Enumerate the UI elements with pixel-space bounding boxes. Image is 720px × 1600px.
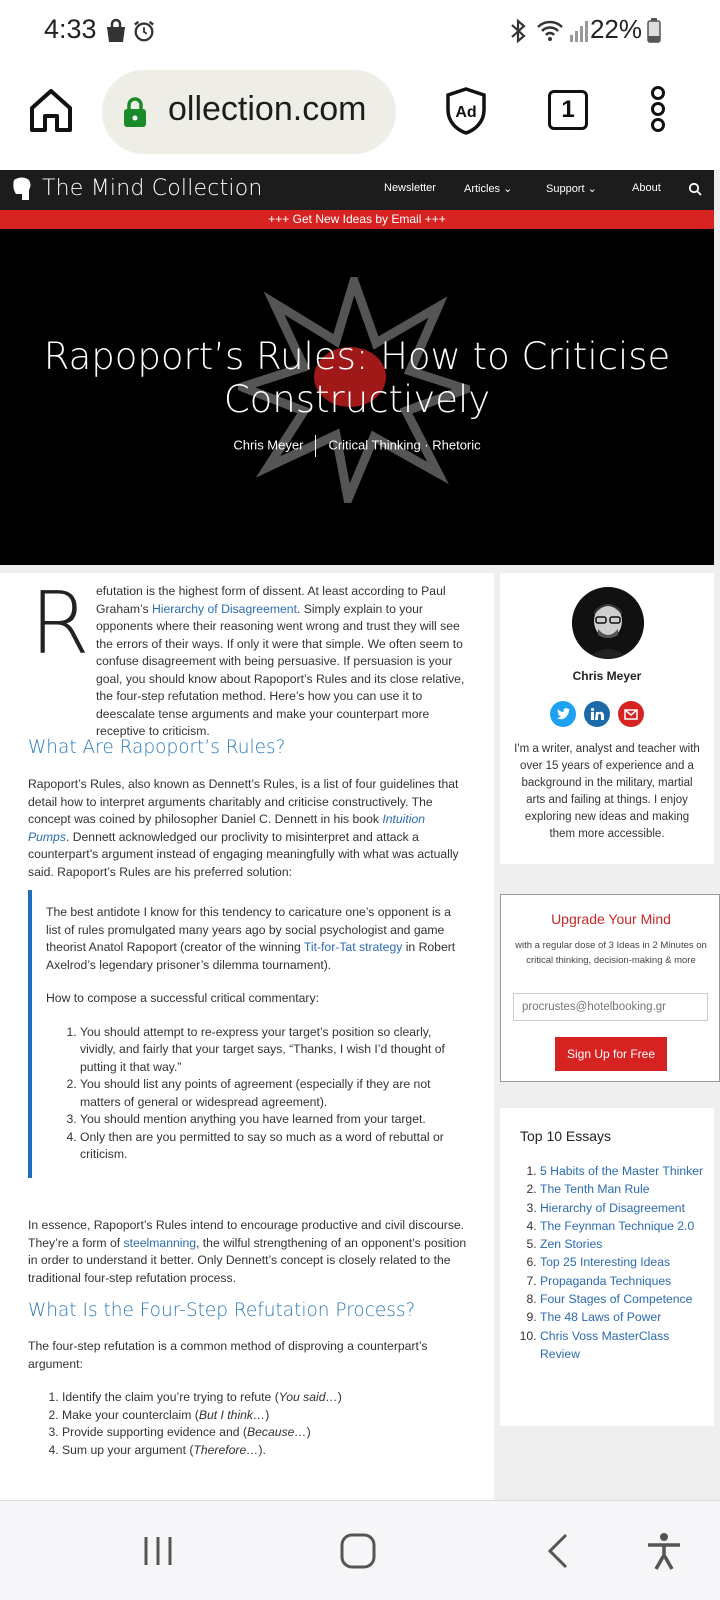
author-portrait-icon <box>572 587 644 659</box>
nav-articles-label: Articles <box>464 183 501 195</box>
home-nav-icon[interactable] <box>338 1531 378 1571</box>
tit-for-tat-link[interactable]: Tit-for-Tat strategy <box>303 940 403 954</box>
step-em: Because… <box>246 1425 307 1439</box>
list-item <box>62 1424 434 1442</box>
intro-text: efutation is the highest form of dissent. At least according to Paul Graham’s <box>96 584 446 616</box>
list-item <box>62 1389 434 1407</box>
quote-subheading: How to compose a successful critical commentary: <box>46 991 319 1005</box>
quote-text-rest: in Robert Axelrod’s legendary prisoner’s dilemma tournament). <box>46 940 456 972</box>
back-icon[interactable] <box>540 1531 580 1571</box>
signup-button[interactable]: Sign Up for Free <box>555 1037 667 1071</box>
author-name: Chris Meyer <box>572 669 642 683</box>
step-text: Identify the claim you’re trying to refute ( <box>62 1390 279 1404</box>
rules-text: Rapoport’s Rules, also known as Dennett’s Rules, is a list of four guidelines that detail how to interpret arguments charitably and criticise constructively. The concept was coined by philosopher Daniel C. Dennett in his book <box>28 777 459 826</box>
step-end: ) <box>265 1407 270 1422</box>
list-item: 4. Only then are you permitted to say so much as a word of rebuttal or criticism. <box>80 1129 468 1164</box>
author-link[interactable]: Chris Meyer <box>233 437 304 453</box>
linkedin-icon[interactable] <box>584 701 610 727</box>
author-card <box>500 573 714 864</box>
list-item: 3. You should mention anything you have learned from your target. <box>80 1111 468 1129</box>
essence-paragraph <box>28 1217 468 1287</box>
blockquote <box>28 890 468 1178</box>
chevron-down-icon: ⌄ <box>587 183 597 195</box>
step-text: Sum up your argument ( <box>62 1442 194 1457</box>
essay-link[interactable]: 8. Four Stages of Competence <box>540 1290 710 1308</box>
step-em: But I think… <box>198 1407 266 1422</box>
battery-icon <box>646 18 662 44</box>
article-body <box>0 573 494 1500</box>
site-title[interactable]: The Mind Collection <box>42 176 263 201</box>
nav-about[interactable]: About <box>632 182 661 194</box>
rules-text-rest: . Dennett acknowledged our proclivity to misinterpret and attack a counterpart’s argument instead of engaging meaningfully with what was actually said. Rapoport’s Rules are his preferred solution: <box>28 829 459 879</box>
nav-support[interactable] <box>546 182 597 195</box>
drop-cap: R <box>30 574 90 674</box>
article-title: Rapoport’s Rules: How to Criticise Constructively <box>43 335 671 421</box>
essay-link[interactable]: 6. Top 25 Interesting Ideas <box>540 1253 710 1271</box>
newsletter-title: Upgrade Your Mind <box>551 911 671 927</box>
wifi-icon <box>536 18 564 44</box>
newsletter-card <box>500 894 720 1082</box>
essay-link[interactable]: 4. The Feynman Technique 2.0 <box>540 1217 710 1235</box>
list-item: 2. You should list any points of agreement (especially if they are not matters of general or widespread agreement). <box>80 1076 468 1111</box>
essay-link[interactable]: 9. The 48 Laws of Power <box>540 1308 710 1326</box>
step-em: You said… <box>278 1390 338 1404</box>
refutation-steps <box>34 1389 434 1459</box>
essay-link[interactable]: 5. Zen Stories <box>540 1235 710 1253</box>
tabs-button[interactable]: 1 <box>548 90 588 130</box>
site-logo-icon[interactable] <box>10 176 34 204</box>
twitter-icon[interactable] <box>550 701 576 727</box>
meta-divider <box>315 435 316 457</box>
step-em: Therefore… <box>193 1442 259 1457</box>
avatar[interactable] <box>572 587 644 659</box>
recent-apps-icon[interactable] <box>138 1531 178 1571</box>
essay-link[interactable]: 10. Chris Voss MasterClass Review <box>540 1327 710 1364</box>
menu-dots-icon[interactable] <box>648 86 668 136</box>
url-text: ollection.com <box>168 90 367 128</box>
essence-text-rest: , the wilful strengthening of an opponent’s position in order to understand it better. Only Dennett’s concept is closely related to the traditional four-step refutation process. <box>28 1235 467 1285</box>
rules-paragraph <box>28 776 468 881</box>
step-end: ) <box>306 1425 311 1439</box>
browser-toolbar <box>0 62 720 170</box>
top-essays-list <box>540 1162 710 1363</box>
article-meta <box>0 435 714 457</box>
essay-link[interactable]: 7. Propaganda Techniques <box>540 1272 710 1290</box>
step-text: Make your counterclaim ( <box>62 1407 199 1422</box>
list-item <box>62 1442 434 1460</box>
home-icon[interactable] <box>26 86 76 136</box>
lock-icon <box>122 96 148 128</box>
intro-paragraph <box>28 574 468 741</box>
essay-link[interactable]: 1. 5 Habits of the Master Thinker <box>540 1162 710 1180</box>
chevron-down-icon: ⌄ <box>503 183 513 195</box>
intuition-pumps-link[interactable]: Intuition Pumps <box>28 812 426 844</box>
author-bio: I'm a writer, analyst and teacher with over 15 years of experience and a background in the military, martial arts and failing at things. I enjoy exploring new ideas and making them more accessible. <box>514 743 700 840</box>
site-navbar <box>0 170 714 210</box>
essence-text: In essence, Rapoport’s Rules intend to encourage productive and civil discourse. They’re a form of <box>28 1218 465 1250</box>
top-essays-card <box>500 1108 714 1426</box>
steelmanning-link[interactable]: steelmanning <box>123 1235 197 1250</box>
bluetooth-icon <box>506 18 530 44</box>
bag-icon <box>104 18 128 44</box>
svg-text:Ad: Ad <box>455 104 477 121</box>
address-bar[interactable] <box>102 70 396 154</box>
battery-percent: 22% <box>589 14 642 44</box>
nav-newsletter[interactable]: Newsletter <box>384 182 436 194</box>
status-time: 4:33 <box>44 14 97 44</box>
nav-articles[interactable] <box>464 182 512 195</box>
list-item <box>62 1407 434 1425</box>
status-bar <box>0 0 720 62</box>
heading-refutation: What Is the Four-Step Refutation Process? <box>28 1300 416 1321</box>
ad-block-icon[interactable] <box>444 86 488 136</box>
step-text: Provide supporting evidence and ( <box>62 1425 247 1439</box>
heading-rules: What Are Rapoport’s Rules? <box>28 737 286 758</box>
quote-list <box>80 1024 468 1164</box>
newsletter-subtitle: with a regular dose of 3 Ideas in 2 Minutes on critical thinking, decision-making & more <box>515 940 707 966</box>
web-page <box>0 170 720 1500</box>
essay-link[interactable]: 3. Hierarchy of Disagreement <box>540 1199 710 1217</box>
refutation-paragraph: The four-step refutation is a common method of disproving a counterpart’s argument: <box>28 1339 428 1371</box>
step-end: ). <box>258 1442 266 1457</box>
accessibility-icon[interactable] <box>644 1531 684 1571</box>
alarm-icon <box>132 18 156 44</box>
signal-icon <box>568 18 592 44</box>
email-icon[interactable] <box>618 701 644 727</box>
list-item: 1. You should attempt to re-express your target’s position so clearly, vividly, and fairly that your target says, “Thanks, I wish I’d thought of putting it that way.” <box>80 1024 468 1077</box>
promo-banner[interactable]: +++ Get New Ideas by Email +++ <box>0 210 714 229</box>
nav-support-label: Support <box>546 183 585 195</box>
search-icon[interactable] <box>688 182 702 196</box>
essay-link[interactable]: 2. The Tenth Man Rule <box>540 1180 710 1198</box>
quote-text: The best antidote I know for this tendency to caricature one’s opponent is a list of rules promulgated many years ago by social psychologist and game theorist Anatol Rapoport (creator of the winning <box>46 905 451 954</box>
email-field[interactable] <box>513 993 708 1021</box>
system-navigation-bar <box>0 1500 720 1600</box>
top-essays-title: Top 10 Essays <box>520 1128 612 1144</box>
intro-rest: . Simply explain to your opponents where their reasoning went wrong and trust they will see the errors of their ways. If only it were that simple. We often seem to confuse disagreement with being persuasive. If persuasion is your goal, you should know about Rapoport’s Rules and its close relative, the four-step refutation method. Here’s how you can use it to deescalate tense arguments and make your counterpart more receptive to criticism. <box>96 601 465 738</box>
hero-banner <box>0 229 714 565</box>
step-end: ) <box>337 1390 342 1404</box>
category-links[interactable]: Critical Thinking · Rhetoric <box>328 437 481 453</box>
hierarchy-link[interactable]: Hierarchy of Disagreement <box>152 601 297 616</box>
quote-paragraph <box>46 904 468 974</box>
